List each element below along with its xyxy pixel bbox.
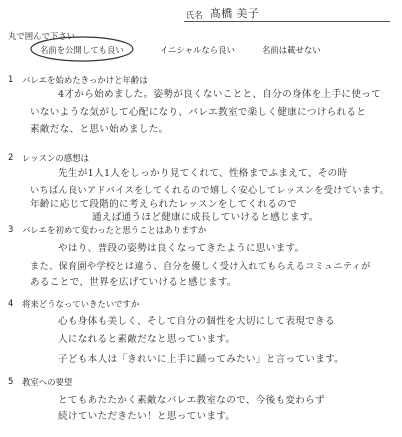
question-title: レッスンの感想は: [22, 153, 89, 163]
answer-line: やはり、普段の姿勢は良くなってきたように思います。: [58, 243, 305, 254]
answer-line: 続けていただきたい！と思っています。: [58, 411, 236, 422]
question-title: 教室への要望: [22, 377, 73, 387]
answer-line: いないような気がして心配になり、バレエ教室で楽しく健康につけられると: [30, 107, 367, 118]
answer-line: また、保育園や学校とは違う、自分を優しく受け入れてもらえるコミュニティが: [30, 261, 371, 272]
answer-line: とてもあたたかく素敵なバレエ教室なので、今後も変わらず: [58, 395, 325, 406]
question-number: 4: [8, 298, 14, 308]
privacy-option-initials[interactable]: イニシャルなら良い: [160, 45, 235, 55]
privacy-option-public[interactable]: 名前を公開しても良い: [40, 45, 124, 55]
question-number: 3: [8, 224, 14, 234]
question-title: バレエを初めて変わったと思うことはありますか: [22, 225, 207, 235]
question-number: 2: [8, 152, 14, 162]
answer-line: 通えば通うほど健康に成長していけると感じます。: [92, 212, 319, 223]
answer-line: 素敵だな、と思い始めました。: [30, 124, 169, 135]
answer-line: いちばん良いアドバイスをしてくれるので嬉しく安心してレッスンを受けています。: [30, 185, 390, 196]
answer-line: 子ども本人は「きれいに上手に踊ってみたい」と言っています。: [58, 354, 345, 365]
privacy-prompt: 丸で囲んで下さい: [8, 31, 75, 41]
name-label: 氏名: [186, 10, 203, 20]
privacy-option-hidden[interactable]: 名前は載せない: [262, 45, 321, 55]
answer-line: 年齢に応じて段階的に考えられたレッスンをしてくれるので: [30, 199, 298, 210]
question-number: 5: [8, 376, 14, 386]
answer-line: 先生が1人1人をしっかり見てくれて、性格までふまえて、その時: [58, 168, 348, 179]
answer-line: あることで、世界を広げていけると感じます。: [30, 277, 237, 288]
question-title: バレエを始めたきっかけと年齢は: [22, 75, 148, 85]
name-underline: [184, 21, 390, 22]
name-value: 髙橋 美子: [210, 7, 259, 20]
answer-line: 4才から始めました。姿勢が良くないことと、自分の身体を上手に使って: [58, 89, 382, 100]
answer-line: 人になれると素敵だなと思っています。: [58, 334, 236, 345]
question-number: 1: [8, 74, 14, 84]
selection-circle: [28, 34, 136, 64]
answer-line: 心も身体も美しく、そして自分の個性を大切にして表現できる: [58, 316, 335, 327]
question-title: 将来どうなっていきたいですか: [22, 299, 140, 309]
